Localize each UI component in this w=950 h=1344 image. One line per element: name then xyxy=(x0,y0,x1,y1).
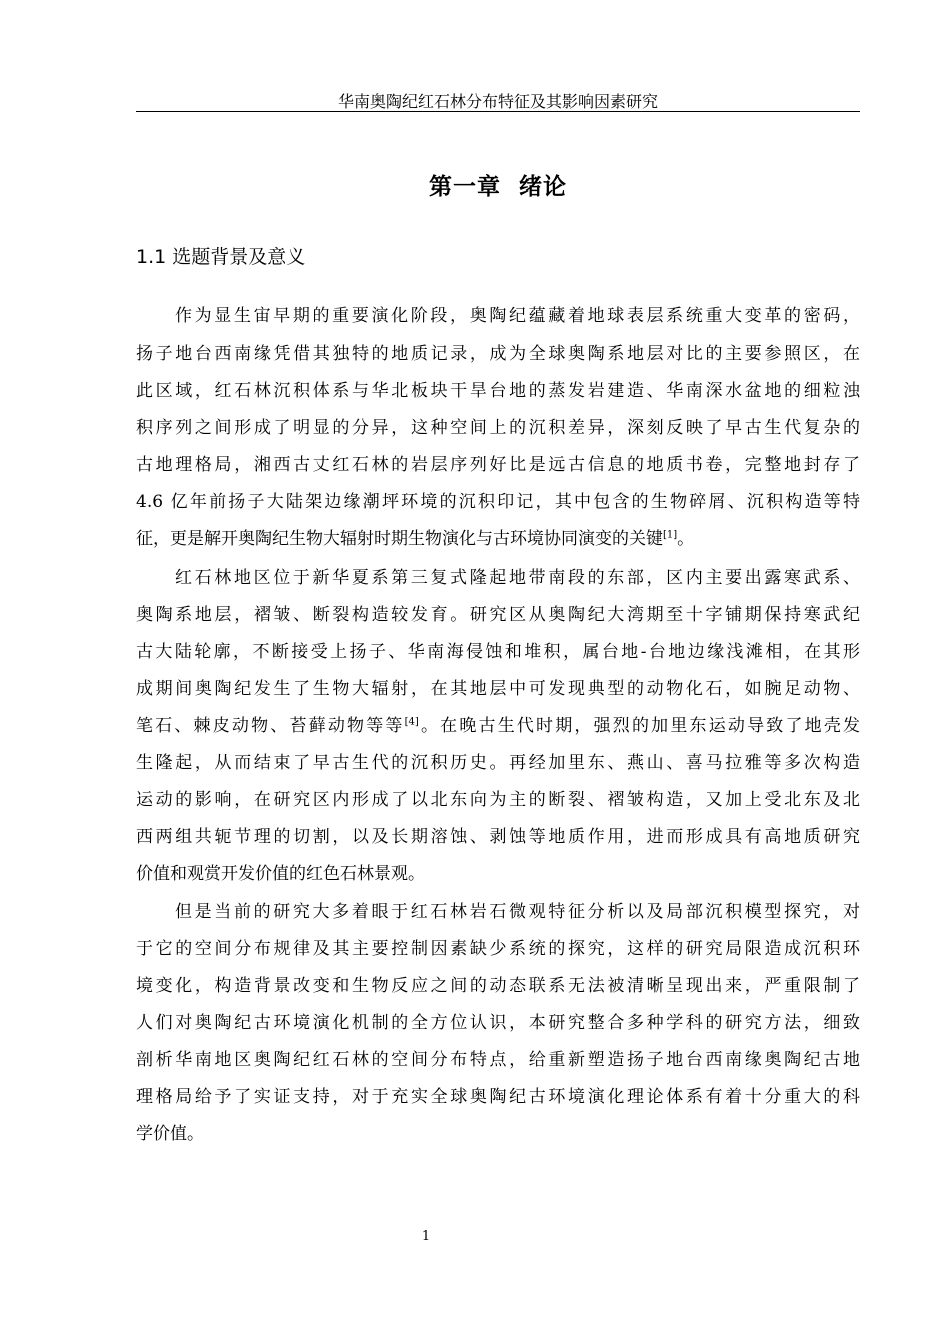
paragraph-line: 人们对奥陶纪古环境演化机制的全方位认识，本研究整合多种学科的研究方法，细致 xyxy=(136,1013,860,1033)
paragraph-line: 奥陶系地层，褶皱、断裂构造较发育。研究区从奥陶纪大湾期至十字铺期保持寒武纪 xyxy=(136,605,860,625)
paragraph-line: 4.6 亿年前扬子大陆架边缘潮坪环境的沉积印记，其中包含的生物碎屑、沉积构造等特 xyxy=(136,492,860,512)
paragraph-line: 红石林地区位于新华夏系第三复式隆起地带南段的东部，区内主要出露寒武系、 xyxy=(175,568,860,588)
paragraph-line: 扬子地台西南缘凭借其独特的地质记录，成为全球奥陶系地层对比的主要参照区，在 xyxy=(136,344,860,364)
paragraph-line: 剖析华南地区奥陶纪红石林的空间分布特点，给重新塑造扬子地台西南缘奥陶纪古地 xyxy=(136,1050,860,1070)
paragraph-line: 于它的空间分布规律及其主要控制因素缺少系统的探究，这样的研究局限造成沉积环 xyxy=(136,939,860,959)
paragraph-line: 古地理格局，湘西古丈红石林的岩层序列好比是远古信息的地质书卷，完整地封存了 xyxy=(136,455,860,475)
paragraph-line: 理格局给予了实证支持，对于充实全球奥陶纪古环境演化理论体系有着十分重大的科 xyxy=(136,1087,860,1107)
paragraph-line: 西两组共轭节理的切割，以及长期溶蚀、剥蚀等地质作用，进而形成具有高地质研究 xyxy=(136,827,860,847)
paragraph-line: 此区域，红石林沉积体系与华北板块干旱台地的蒸发岩建造、华南深水盆地的细粒浊 xyxy=(136,381,860,401)
chapter-title: 第一章 绪论 xyxy=(428,174,567,200)
paragraph-line: 生隆起，从而结束了早古生代的沉积历史。再经加里东、燕山、喜马拉雅等多次构造 xyxy=(136,753,860,773)
page-number: 1 xyxy=(421,1229,431,1244)
citation-1[interactable]: [1] xyxy=(663,529,678,541)
paragraph-line: 古大陆轮廓，不断接受上扬子、华南海侵蚀和堆积，属台地-台地边缘浅滩相，在其形 xyxy=(136,642,860,662)
citation-4[interactable]: [4] xyxy=(404,716,419,728)
header-rule xyxy=(136,111,860,112)
paragraph-text: 征，更是解开奥陶纪生物大辐射时期生物演化与古环境协同演变的关键 xyxy=(136,529,663,549)
paragraph-line xyxy=(136,525,860,553)
paragraph-line: 价值和观赏开发价值的红色石林景观。 xyxy=(136,864,425,884)
paragraph-line: 运动的影响，在研究区内形成了以北东向为主的断裂、褶皱构造，又加上受北东及北 xyxy=(136,790,860,810)
paragraph-line: 成期间奥陶纪发生了生物大辐射，在其地层中可发现典型的动物化石，如腕足动物、 xyxy=(136,679,860,699)
paragraph-text: 。在晚古生代时期，强烈的加里东运动导致了地壳发 xyxy=(418,716,861,736)
paragraph-line: 境变化，构造背景改变和生物反应之间的动态联系无法被清晰呈现出来，严重限制了 xyxy=(136,976,860,996)
paragraph-line: 学价值。 xyxy=(136,1124,204,1144)
paragraph-end: 。 xyxy=(677,529,695,549)
section-title: 1.1 选题背景及意义 xyxy=(136,246,306,268)
paragraph-line xyxy=(136,712,860,740)
paragraph-line: 作为显生宙早期的重要演化阶段，奥陶纪蕴藏着地球表层系统重大变革的密码， xyxy=(175,306,860,326)
paragraph-text: 笔石、棘皮动物、苔藓动物等等 xyxy=(136,716,405,736)
paragraph-line: 但是当前的研究大多着眼于红石林岩石微观特征分析以及局部沉积模型探究，对 xyxy=(175,902,860,922)
running-header: 华南奥陶纪红石林分布特征及其影响因素研究 xyxy=(337,92,658,111)
paragraph-line: 积序列之间形成了明显的分异，这种空间上的沉积差异，深刻反映了早古生代复杂的 xyxy=(136,418,860,438)
